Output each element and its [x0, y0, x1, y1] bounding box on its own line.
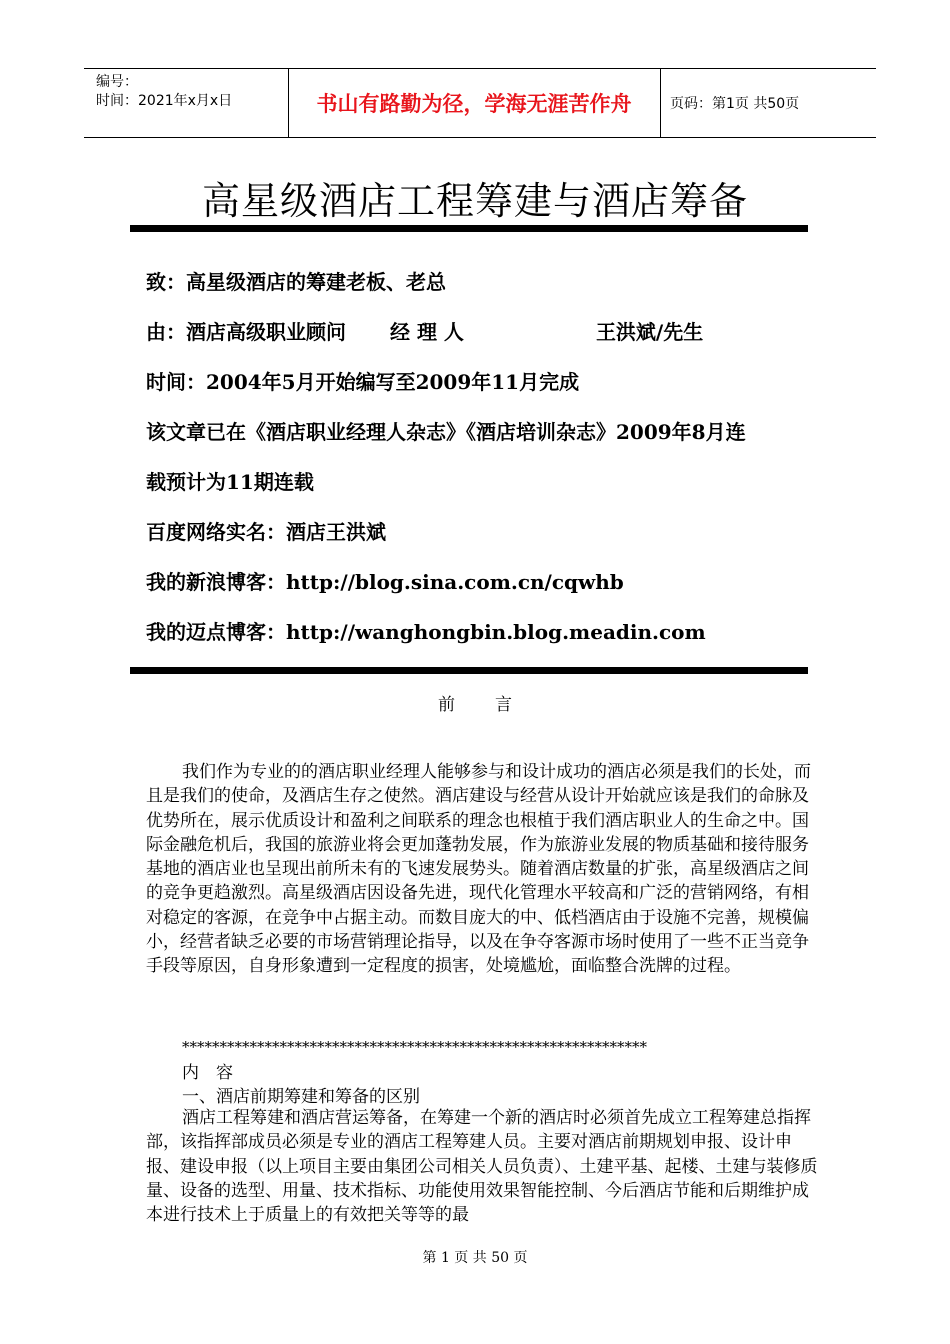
info-time: 时间：2004年5月开始编写至2009年11月完成	[146, 370, 580, 394]
section-paragraph: 酒店工程筹建和酒店营运筹备，在筹建一个新的酒店时必须首先成立工程筹建总指挥部，该指挥部成员必须是专业的酒店工程筹建人员。主要对酒店前期规划申报、设计申报、建设申报（以上项目主要由集团公司相关人员负责）、土建平基、起楼、土建与装修质量、设备的选型、用量、技术指标、功能使用效果智能控制、今后酒店节能和后期维护成本进行技术上于质量上的有效把关等等的最	[146, 1108, 818, 1226]
title-rule	[130, 225, 808, 232]
info-rule	[130, 667, 808, 674]
info-meadin-blog: 我的迈点博客：http://wanghongbin.blog.meadin.com	[146, 620, 706, 644]
section-body	[146, 1106, 818, 1227]
document-title: 高星级酒店工程筹建与酒店筹备	[201, 179, 748, 223]
contents-heading: 内 容	[182, 1063, 233, 1083]
info-publication-line2: 载预计为11期连载	[146, 470, 314, 494]
separator-stars: **************************************************************	[182, 1038, 647, 1056]
info-from	[146, 316, 703, 345]
header-page-label: 页码：第1页 共50页	[670, 96, 800, 112]
info-from-role: 由：酒店高级职业顾问	[146, 320, 346, 344]
page-footer: 第 1 页 共 50 页	[422, 1250, 528, 1266]
header-meta	[96, 73, 232, 111]
preface-heading: 前言	[438, 695, 552, 715]
info-to: 致：高星级酒店的筹建老板、老总	[146, 270, 446, 294]
preface-paragraph: 我们作为专业的的酒店职业经理人能够参与和设计成功的酒店必须是我们的长处，而且是我们的使命，及酒店生存之使然。酒店建设与经营从设计开始就应该是我们的命脉及优势所在，展示优质设计和盈利之间联系的理念也根植于我们酒店职业人的生命之中。国际金融危机后，我国的旅游业将会更加蓬勃发展，作为旅游业发展的物质基础和接待服务基地的酒店业也呈现出前所未有的飞速发展势头。随着酒店数量的扩张，高星级酒店之间的竞争更趋激烈。高星级酒店因设备先进，现代化管理水平较高和广泛的营销网络，有相对稳定的客源，在竞争中占据主动。而数目庞大的中、低档酒店由于设施不完善，规模偏小，经营者缺乏必要的市场营销理论指导，以及在争夺客源市场时使用了一些不正当竞争手段等原因，自身形象遭到一定程度的损害，处境尴尬，面临整合洗牌的过程。	[146, 762, 811, 977]
info-baidu: 百度网络实名：酒店王洪斌	[146, 520, 386, 544]
header-motto: 书山有路勤为径，学海无涯苦作舟	[316, 92, 632, 116]
preface-body	[146, 760, 818, 979]
header-divider	[660, 69, 661, 137]
info-sina-blog: 我的新浪博客：http://blog.sina.com.cn/cqwhb	[146, 570, 624, 594]
info-from-name: 王洪斌/先生	[595, 320, 704, 344]
info-publication-line1: 该文章已在《酒店职业经理人杂志》《酒店培训杂志》2009年8月连	[146, 420, 746, 444]
time-label: 时间：2021年x月x日	[96, 93, 233, 109]
section-heading: 一、酒店前期筹建和筹备的区别	[182, 1087, 420, 1107]
info-from-title: 经 理 人	[390, 320, 464, 344]
code-label: 编号：	[96, 74, 138, 90]
page-header	[84, 68, 876, 138]
